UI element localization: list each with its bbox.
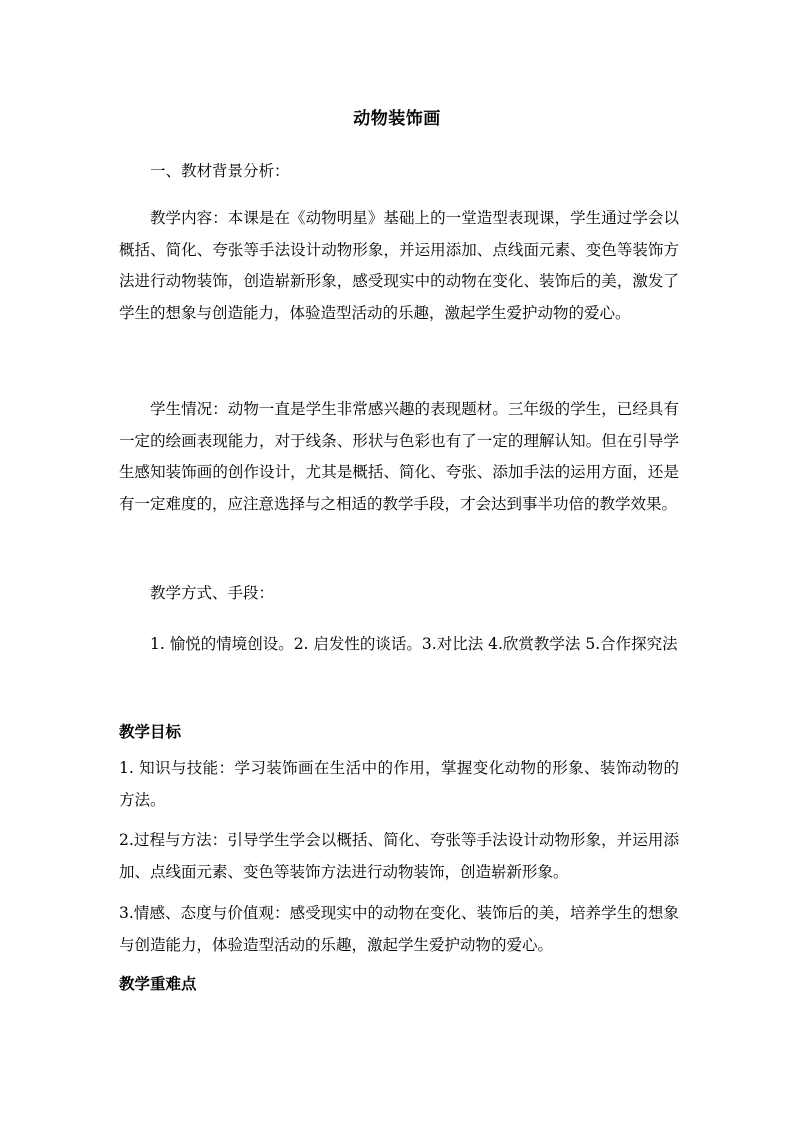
objective-process-methods: 2.过程与方法：引导学生学会以概括、简化、夸张等手法设计动物形象，并运用添加、点线面元素、变色等装饰方法进行动物装饰，创造崭新形象。 <box>119 831 679 881</box>
section-heading-background: 一、教材背景分析： <box>150 162 290 180</box>
paragraph-teaching-content: 教学内容：本课是在《动物明星》基础上的一堂造型表现课，学生通过学会以概括、简化、夸张等手法设计动物形象，并运用添加、点线面元素、变色等装饰方法进行动物装饰，创造崭新形象，感受现实中的动物在变化、装饰后的美，激发了学生的想象与创造能力，体验造型活动的乐趣，激起学生爱护动物的爱心。 <box>119 209 679 322</box>
document-title: 动物装饰画 <box>353 109 441 129</box>
section-heading-key-points: 教学重难点 <box>119 974 197 993</box>
section-heading-teaching-methods: 教学方式、手段： <box>150 584 275 602</box>
objective-emotion-values: 3.情感、态度与价值观：感受现实中的动物在变化、装饰后的美，培养学生的想象与创造能力，体验造型活动的乐趣，激起学生爱护动物的爱心。 <box>119 904 679 954</box>
paragraph-teaching-methods-list: 1. 愉悦的情境创设。2. 启发性的谈话。3.对比法 4.欣赏教学法 5.合作探究法 <box>150 635 678 653</box>
section-heading-objectives: 教学目标 <box>119 722 182 741</box>
paragraph-student-situation: 学生情况：动物一直是学生非常感兴趣的表现题材。三年级的学生，已经具有一定的绘画表现能力，对于线条、形状与色彩也有了一定的理解认知。但在引导学生感知装饰画的创作设计，尤其是概括、简化、夸张、添加手法的运用方面，还是有一定难度的，应注意选择与之相适的教学手段，才会达到事半功倍的教学效果。 <box>119 400 679 513</box>
objective-knowledge-skills: 1. 知识与技能：学习装饰画在生活中的作用，掌握变化动物的形象、装饰动物的方法。 <box>119 759 679 809</box>
